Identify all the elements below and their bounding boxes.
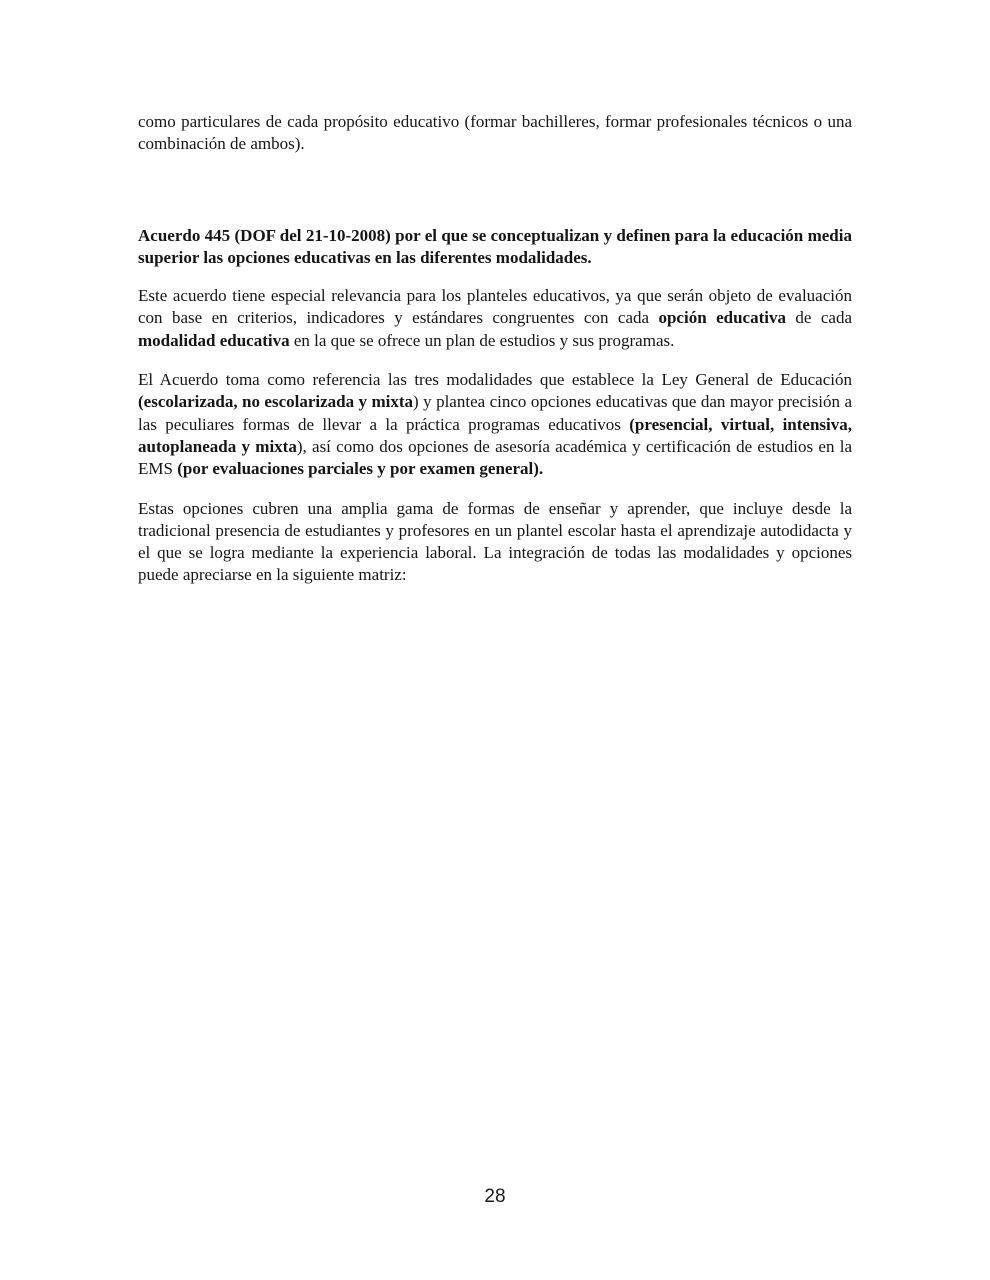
section-heading	[138, 225, 852, 270]
bold-run: modalidad educativa	[138, 330, 290, 350]
text-run: de cada	[785, 308, 852, 328]
text-run: ), así como dos opciones de asesoría académica y certificación de estudios en la EMS	[138, 436, 853, 479]
text-run: como particulares de cada propósito educativo (formar bachilleres, formar profesionales técnicos o una combinación de ambos).	[138, 112, 852, 154]
paragraph-opciones	[138, 498, 852, 587]
heading-text: Acuerdo 445 (DOF del 21-10-2008) por el que se conceptualizan y definen para la educación media superior las opciones educativas en las diferentes modalidades.	[138, 225, 852, 267]
page-number: 28	[484, 1186, 506, 1207]
bold-run: (por evaluaciones parciales y por examen general).	[177, 459, 544, 479]
paragraph-modalidades	[138, 369, 852, 480]
paragraph-relevancia	[138, 285, 852, 352]
bold-run: (escolarizada, no escolarizada y mixta	[138, 392, 414, 412]
bold-run: (presencial, virtual, intensiva, autoplaneada y mixta	[138, 414, 853, 456]
text-run: en la que se ofrece un plan de estudios y sus programas.	[289, 330, 675, 350]
text-run: Este acuerdo tiene especial relevancia para los planteles educativos, ya que serán objeto de evaluación con base en criterios, indicadores y estándares congruentes con cada	[138, 286, 852, 328]
text-run: ) y plantea cinco opciones educativas que dan mayor precisión a las peculiares formas de llevar a la práctica programas educativos	[138, 392, 852, 434]
text-run: Estas opciones cubren una amplia gama de formas de enseñar y aprender, que incluye desde la tradicional presencia de estudiantes y profesores en un plantel escolar hasta el aprendizaje autodidacta y el que se logra mediante la experiencia laboral. La integración de todas las modalidades y opciones puede apreciarse en la siguiente matriz:	[138, 498, 852, 585]
text-column	[138, 111, 852, 604]
text-run: El Acuerdo toma como referencia las tres modalidades que establece la Ley General de Educación	[138, 370, 852, 390]
bold-run: opción educativa	[658, 308, 786, 328]
paragraph-intro	[138, 111, 852, 156]
